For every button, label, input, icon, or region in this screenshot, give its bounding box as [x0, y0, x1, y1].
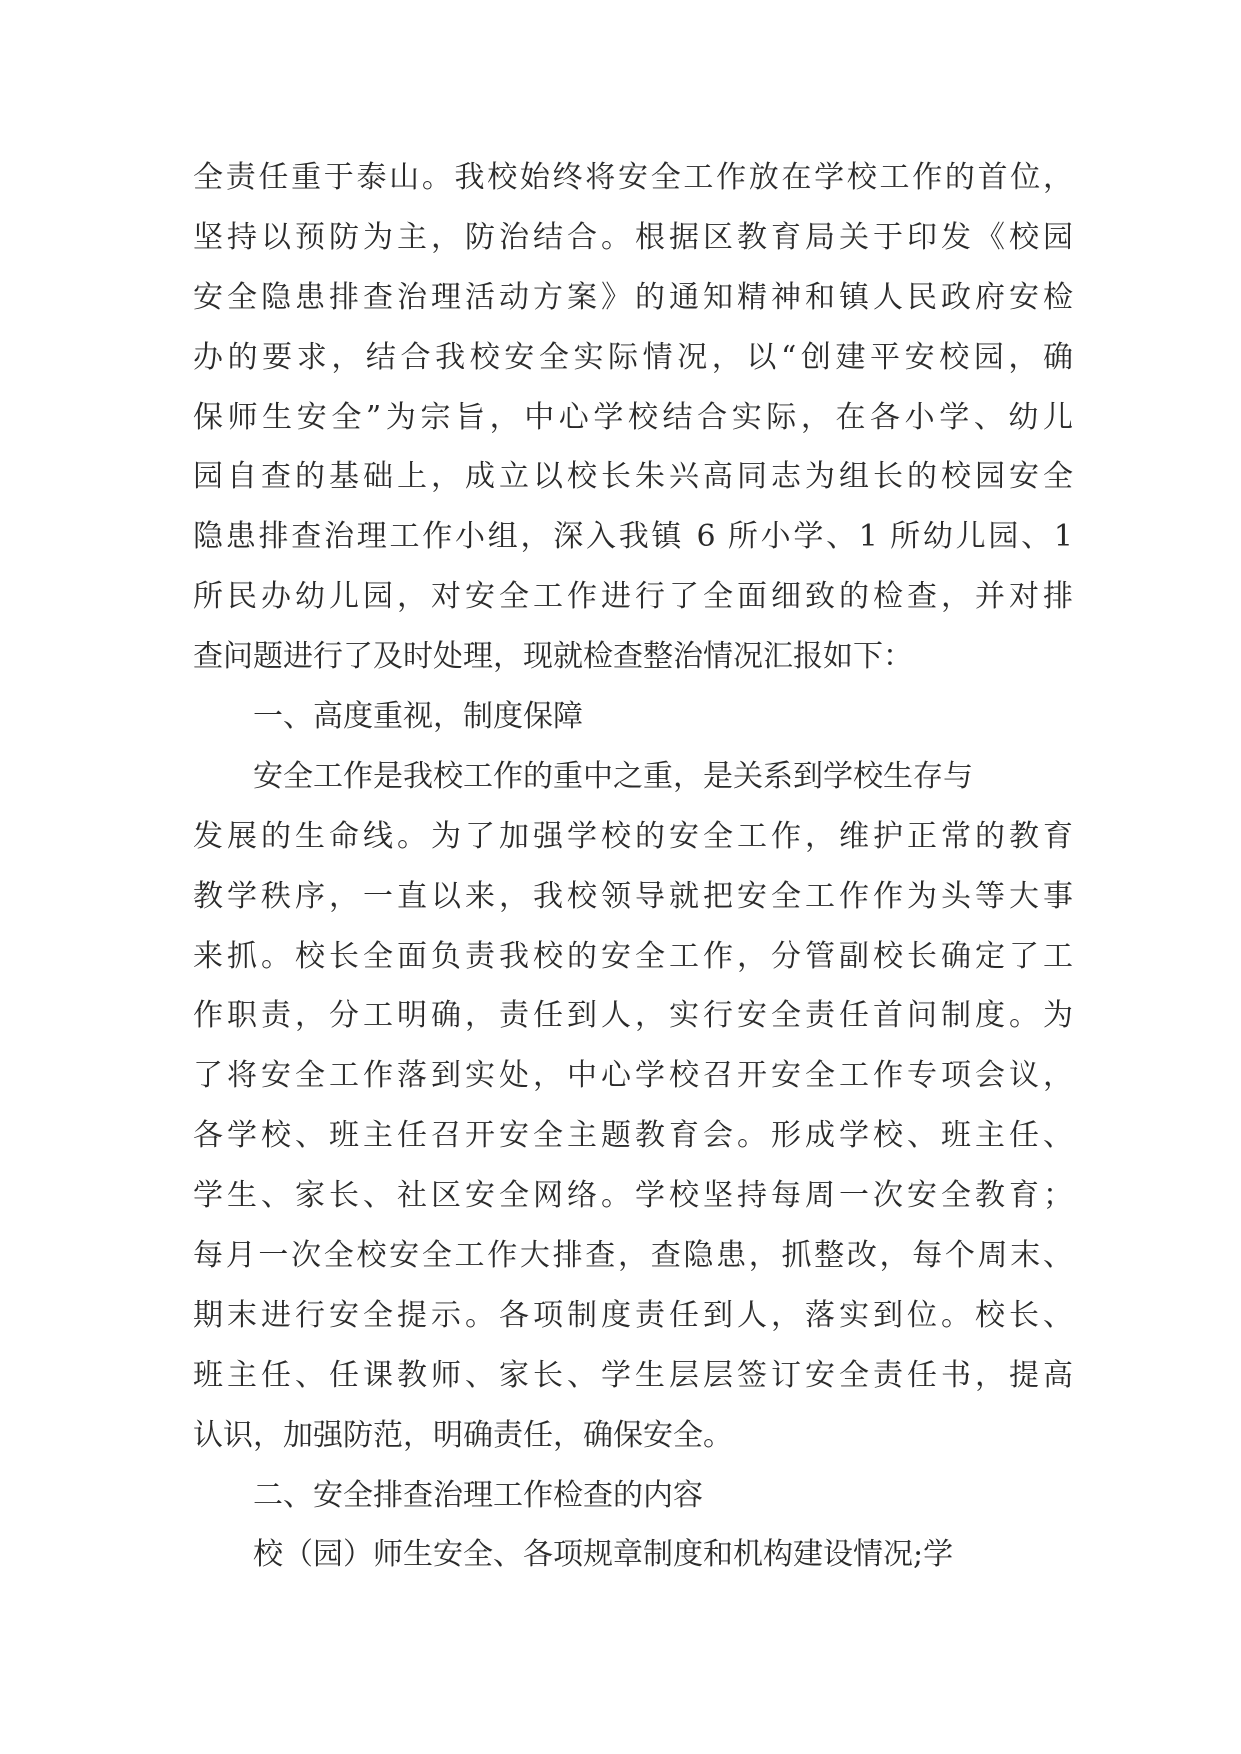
text-line: 学生、家长、社区安全网络。学校坚持每周一次安全教育；: [193, 1178, 1073, 1214]
text-line: 来抓。校长全面负责我校的安全工作，分管副校长确定了工: [193, 938, 1073, 974]
section-heading: 二、安全排查治理工作检查的内容: [253, 1477, 703, 1513]
text-line: 作职责，分工明确，责任到人，实行安全责任首问制度。为: [193, 998, 1073, 1034]
text-line: 查问题进行了及时处理，现就检查整治情况汇报如下：: [193, 639, 913, 675]
document-body: [193, 148, 1073, 1585]
text-line: 保师生安全”为宗旨，中心学校结合实际，在各小学、幼儿: [193, 399, 1073, 435]
text-line: 了将安全工作落到实处，中心学校召开安全工作专项会议，: [193, 1058, 1073, 1094]
text-line: 坚持以预防为主，防治结合。根据区教育局关于印发《校园: [193, 219, 1073, 255]
text-line: 期末进行安全提示。各项制度责任到人，落实到位。校长、: [193, 1297, 1073, 1333]
text-line: 认识，加强防范，明确责任，确保安全。: [193, 1417, 733, 1453]
text-line: 安全工作是我校工作的重中之重，是关系到学校生存与: [253, 758, 973, 794]
text-line: 发展的生命线。为了加强学校的安全工作，维护正常的教育: [193, 818, 1073, 854]
text-line: 全责任重于泰山。我校始终将安全工作放在学校工作的首位，: [193, 160, 1073, 195]
section-heading: 一、高度重视，制度保障: [253, 699, 583, 735]
text-line: 每月一次全校安全工作大排查，查隐患，抓整改，每个周末、: [193, 1238, 1073, 1274]
text-line: 隐患排查治理工作小组，深入我镇 6 所小学、1 所幼儿园、1: [193, 519, 1073, 555]
text-line: 教学秩序，一直以来，我校领导就把安全工作作为头等大事: [193, 878, 1073, 914]
text-line: 安全隐患排查治理活动方案》的通知精神和镇人民政府安检: [193, 279, 1073, 315]
text-line: 校（园）师生安全、各项规章制度和机构建设情况;学: [253, 1537, 954, 1573]
text-line: 所民办幼儿园，对安全工作进行了全面细致的检查，并对排: [193, 579, 1073, 615]
text-line: 园自查的基础上，成立以校长朱兴高同志为组长的校园安全: [193, 459, 1073, 495]
text-line: 各学校、班主任召开安全主题教育会。形成学校、班主任、: [193, 1118, 1073, 1154]
text-line: 办的要求，结合我校安全实际情况，以“创建平安校园，确: [193, 339, 1073, 375]
text-line: 班主任、任课教师、家长、学生层层签订安全责任书，提高: [193, 1357, 1073, 1393]
